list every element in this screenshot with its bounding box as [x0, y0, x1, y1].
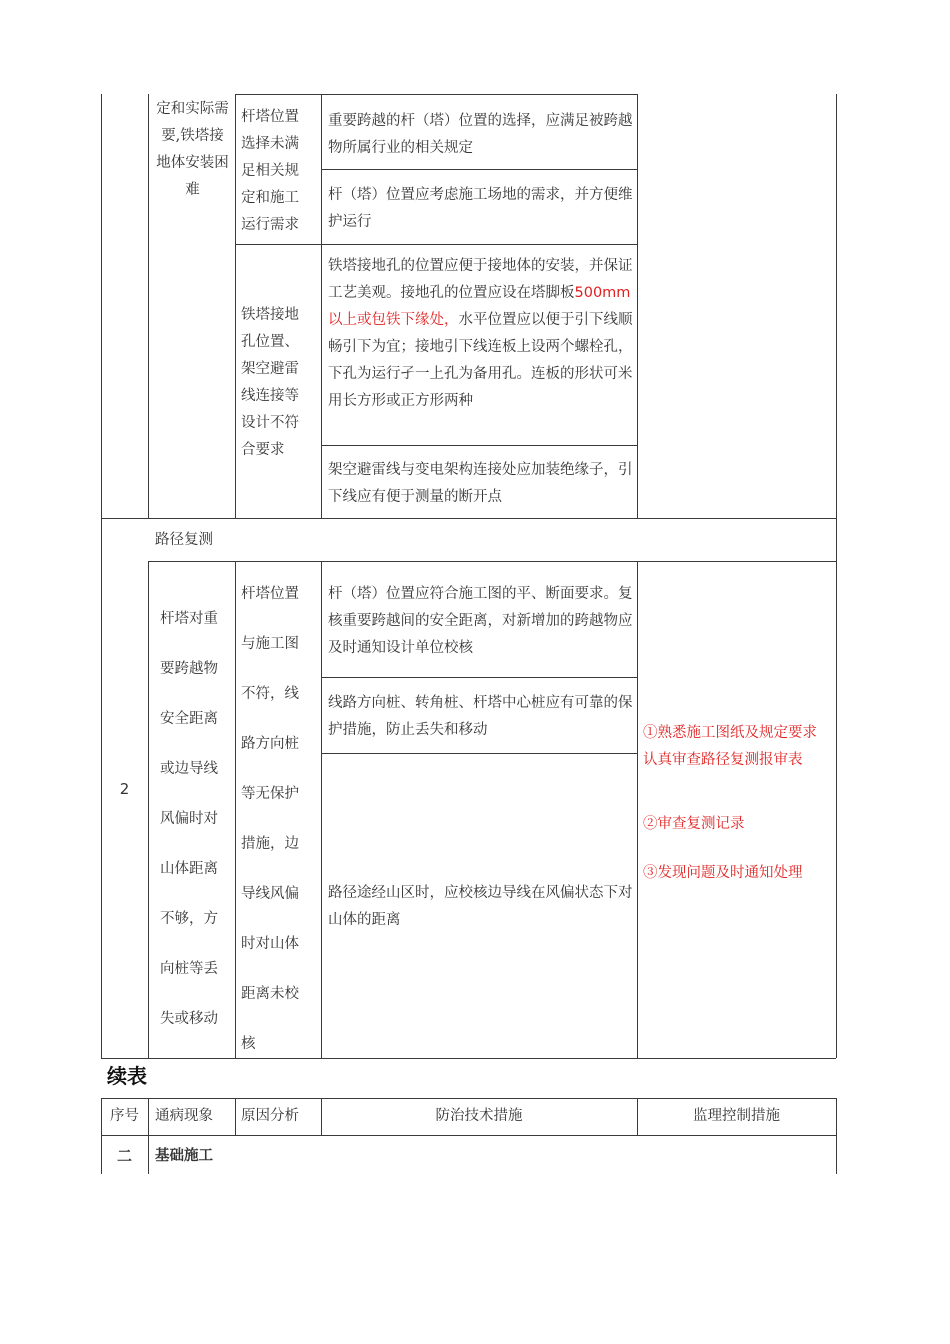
grid-line — [101, 518, 836, 519]
grid-line — [101, 1098, 836, 1099]
measure-text: 水平位置应以便于引下线顺畅引下为宜；接地引下线连板上设两个螺栓孔，下孔为运行孑一上孔为备用孔。连板的形状可米用长方形或正方形两种 — [328, 312, 633, 409]
row-number: 2 — [119, 780, 130, 798]
grid-line — [148, 1098, 149, 1174]
section-title: 基础施工 — [155, 1148, 213, 1164]
grid-line — [235, 244, 637, 245]
continued-title: 续表 — [107, 1064, 147, 1088]
grid-line — [321, 753, 637, 754]
grid-line — [321, 677, 637, 678]
measure-cell: 线路方向桩、转角桩、杆塔中心桩应有可靠的保护措施，防止丢失和移动 — [328, 695, 633, 738]
cause-cell: 杆塔位置与施工图不符，线路方向桩等无保护措施，边导线风偏时对山体距离未校核 — [241, 586, 299, 1052]
grid-line — [836, 94, 837, 1058]
grid-line — [235, 1098, 236, 1135]
grid-line — [321, 445, 637, 446]
measure-cell: 路径途经山区时，应校核边导线在风偏状态下对山体的距离 — [328, 885, 633, 928]
measure-cell: 杆（塔）位置应符合施工图的平、断面要求。复核重要跨越间的安全距离，对新增加的跨越物应及时通知设计单位校核 — [328, 586, 633, 656]
header-measures: 防治技术措施 — [435, 1108, 523, 1124]
grid-line — [235, 561, 236, 1058]
grid-line — [148, 94, 149, 518]
grid-line — [836, 1098, 837, 1174]
measure-cell: 架空避雷线与变电架构连接处应加装绝缘子，引下线应有便于测量的断开点 — [328, 462, 633, 505]
grid-line — [637, 94, 638, 518]
control-measure: ①熟悉施工图纸及规定要求认真审查路径复测报审表 — [643, 725, 817, 768]
control-measure: ②审查复测记录 — [643, 816, 745, 832]
section-title: 路径复测 — [155, 532, 213, 548]
measure-text: 铁塔接地孔的位置应便于接地体的安装，并保证工艺美观。接地孔的位置应设在塔脚板 — [328, 258, 633, 301]
control-measure: ③发现问题及时通知处理 — [643, 865, 803, 881]
phenomenon-cell: 定和实际需要,铁塔接地体安装困难 — [156, 101, 229, 198]
grid-line — [101, 94, 102, 1058]
grid-line — [101, 1058, 836, 1059]
grid-line — [235, 94, 236, 518]
header-phenomenon: 通病现象 — [155, 1108, 213, 1124]
grid-line — [321, 561, 322, 1058]
grid-line — [101, 1135, 836, 1136]
grid-line — [637, 561, 638, 1058]
highlight-number: 500mm — [574, 285, 631, 301]
grid-line — [321, 169, 637, 170]
header-control: 监理控制措施 — [693, 1108, 780, 1124]
grid-line — [235, 94, 637, 95]
section-number: 二 — [116, 1147, 132, 1165]
phenomenon-cell: 杆塔对重要跨越物安全距离或边导线风偏时对山体距离不够，方向桩等丢失或移动 — [160, 611, 218, 1027]
header-cause: 原因分析 — [241, 1108, 299, 1124]
grid-line — [148, 561, 149, 1058]
header-number: 序号 — [110, 1108, 139, 1124]
measure-cell — [328, 253, 634, 415]
measure-cell: 杆（塔）位置应考虑施工场地的需求，并方便维护运行 — [328, 187, 633, 230]
measure-cell: 重要跨越的杆（塔）位置的选择，应满足被跨越物所属行业的相关规定 — [328, 113, 633, 156]
cause-cell: 杆塔位置选择未满足相关规定和施工运行需求 — [241, 109, 299, 233]
grid-line — [321, 94, 322, 518]
cause-cell: 铁塔接地孔位置、架空避雷线连接等设计不符合要求 — [241, 307, 299, 458]
highlight-text: 以上或包铁下缘处， — [328, 312, 459, 328]
grid-line — [148, 561, 836, 562]
